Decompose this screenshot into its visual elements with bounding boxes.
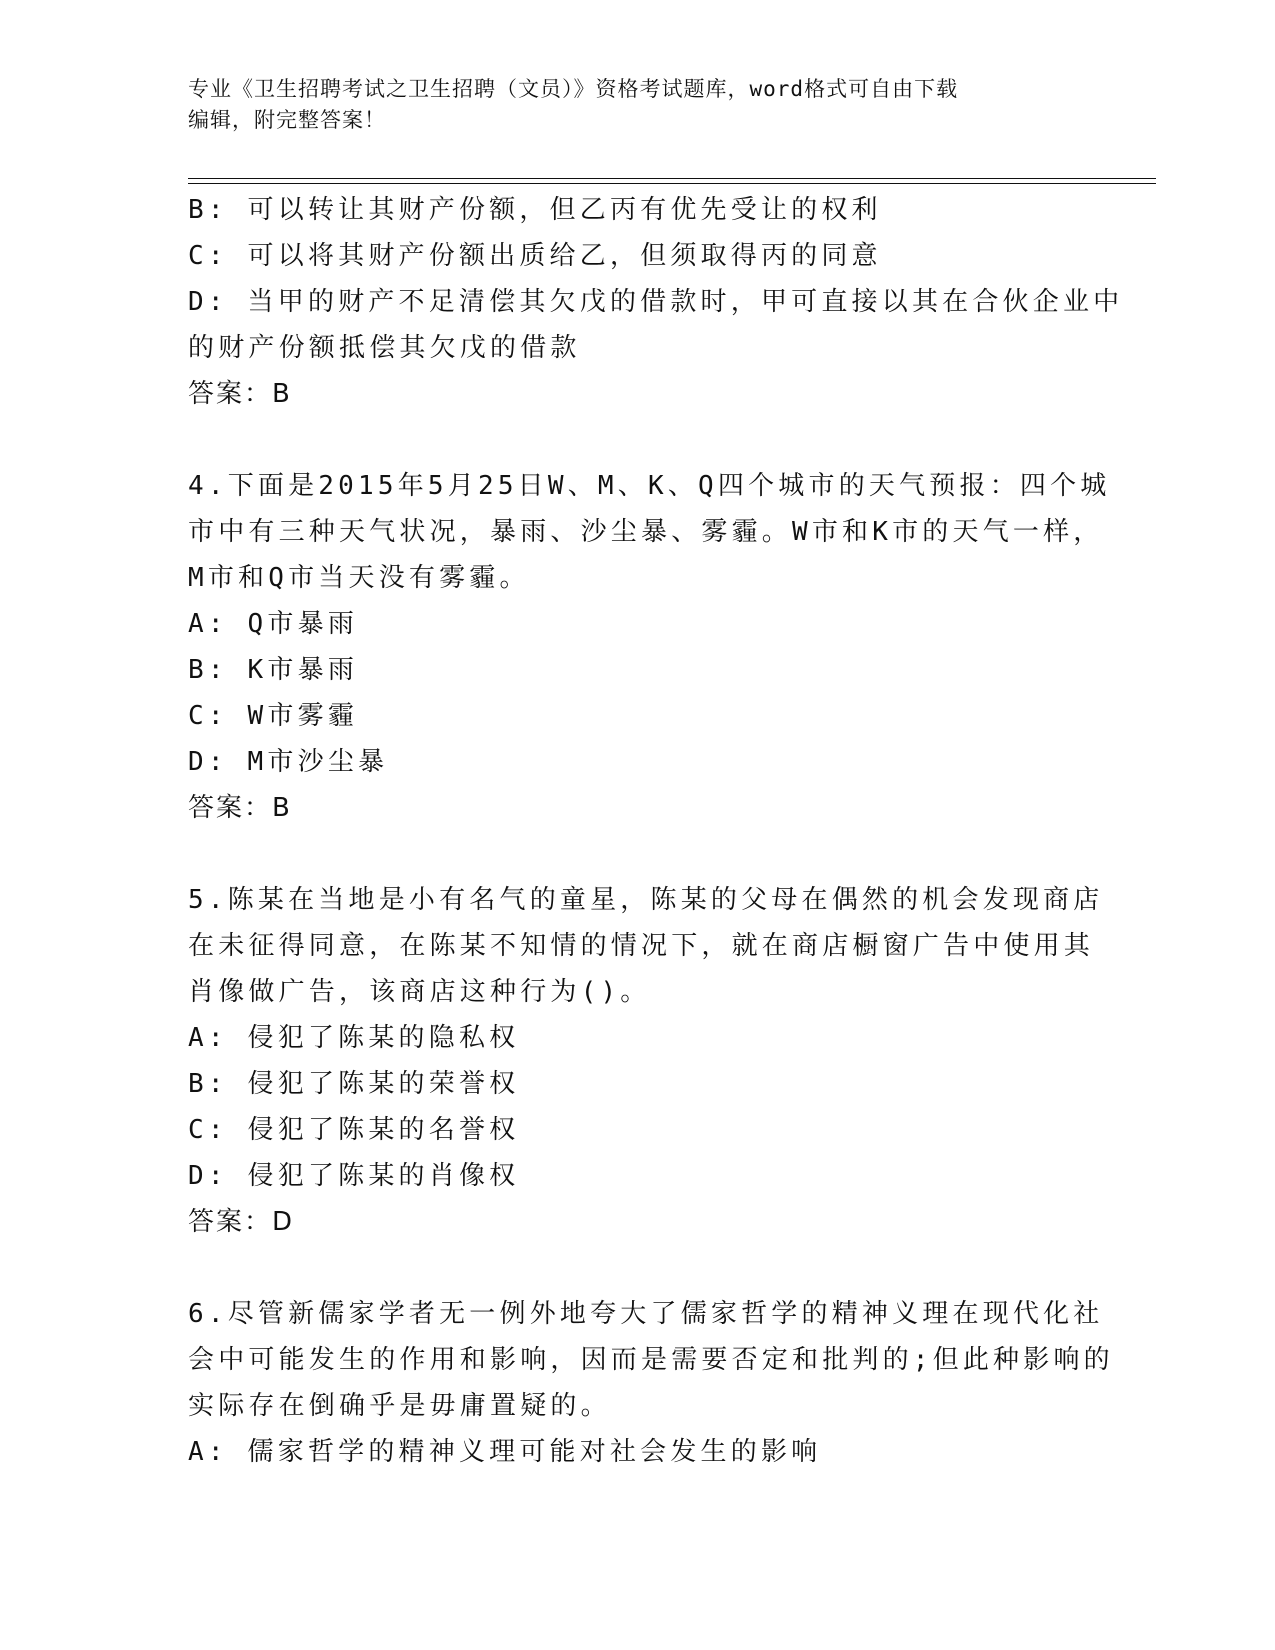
question-content: [188, 187, 1124, 1475]
q4-option-c: C: W市雾霾: [188, 701, 359, 731]
spacer: [188, 417, 1088, 463]
q6-option-a: A: 儒家哲学的精神义理可能对社会发生的影响: [188, 1437, 822, 1467]
question-6: [188, 1291, 1114, 1475]
q6-stem-line-2: 会中可能发生的作用和影响，因而是需要否定和批判的;但此种影响的: [188, 1345, 1114, 1375]
q3-answer: 答案：B: [188, 379, 292, 409]
q5-option-a: A: 侵犯了陈某的隐私权: [188, 1023, 520, 1053]
q4-option-a: A: Q市暴雨: [188, 609, 359, 639]
q6-stem-line-1: 6.尽管新儒家学者无一例外地夸大了儒家哲学的精神义理在现代化社: [188, 1299, 1104, 1329]
document-header: [188, 74, 1068, 136]
header-line-1: 专业《卫生招聘考试之卫生招聘（文员）》资格考试题库，word格式可自由下载: [188, 77, 959, 101]
q4-option-b: B: K市暴雨: [188, 655, 359, 685]
q5-stem-line-3: 肖像做广告，该商店这种行为()。: [188, 977, 651, 1007]
q5-stem-line-1: 5.陈某在当地是小有名气的童星，陈某的父母在偶然的机会发现商店: [188, 885, 1104, 915]
q5-option-c: C: 侵犯了陈某的名誉权: [188, 1115, 520, 1145]
q4-option-d: D: M市沙尘暴: [188, 747, 389, 777]
spacer: [188, 831, 1088, 877]
q6-stem-line-3: 实际存在倒确乎是毋庸置疑的。: [188, 1391, 611, 1421]
spacer: [188, 1245, 1088, 1291]
q5-option-b: B: 侵犯了陈某的荣誉权: [188, 1069, 520, 1099]
header-divider-bottom: [188, 183, 1156, 184]
q3-option-d-line-2: 的财产份额抵偿其欠戊的借款: [188, 333, 581, 363]
header-divider-top: [188, 178, 1156, 179]
q4-answer: 答案：B: [188, 793, 292, 823]
question-3-tail: [188, 187, 1124, 417]
q3-option-c: C: 可以将其财产份额出质给乙，但须取得丙的同意: [188, 241, 882, 271]
q4-stem-line-3: M市和Q市当天没有雾霾。: [188, 563, 530, 593]
q5-option-d: D: 侵犯了陈某的肖像权: [188, 1161, 520, 1191]
q5-stem-line-2: 在未征得同意，在陈某不知情的情况下，就在商店橱窗广告中使用其: [188, 931, 1095, 961]
q5-answer: 答案：D: [188, 1207, 295, 1237]
q4-stem-line-1: 4.下面是2015年5月25日W、M、K、Q四个城市的天气预报：四个城: [188, 471, 1111, 501]
question-4: [188, 463, 1111, 831]
q4-stem-line-2: 市中有三种天气状况，暴雨、沙尘暴、雾霾。W市和K市的天气一样，: [188, 517, 1104, 547]
q3-option-b: B: 可以转让其财产份额，但乙丙有优先受让的权利: [188, 195, 882, 225]
q3-option-d-line-1: D: 当甲的财产不足清偿其欠戊的借款时，甲可直接以其在合伙企业中: [188, 287, 1124, 317]
header-line-2: 编辑，附完整答案！: [188, 108, 386, 132]
question-5: [188, 877, 1104, 1245]
